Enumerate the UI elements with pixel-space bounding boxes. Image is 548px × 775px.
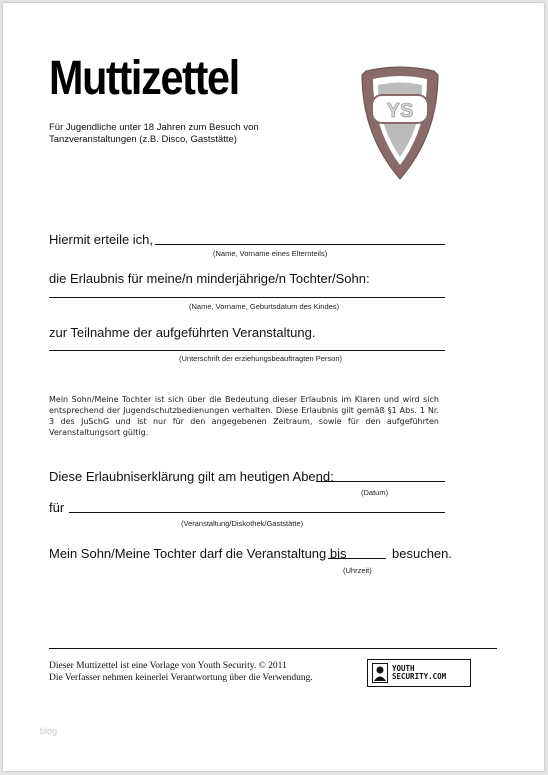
time-suffix-label: besuchen. — [392, 546, 452, 561]
document-page — [3, 3, 544, 771]
time-label: Mein Sohn/Meine Tochter darf die Veranstaltung bis — [49, 546, 347, 561]
permission-label: die Erlaubnis für meine/n minderjährige/n Tochter/Sohn: — [49, 271, 370, 286]
date-field[interactable] — [316, 481, 445, 482]
page-title: Muttizettel — [49, 52, 239, 105]
footer-line-1: Dieser Muttizettel ist eine Vorlage von Youth Security. © 2011 — [49, 661, 287, 671]
footer-notice — [49, 660, 349, 684]
watermark: blog — [40, 726, 58, 736]
shield-logo-icon — [358, 65, 442, 183]
venue-field[interactable] — [69, 512, 445, 513]
venue-label: für — [49, 500, 65, 515]
participation-label: zur Teilnahme der aufgeführten Veranstaltung. — [49, 325, 316, 340]
subtitle: Für Jugendliche unter 18 Jahren zum Besuch von Tanzveranstaltungen (z.B. Disco, Gaststätte) — [49, 122, 259, 145]
parent-name-caption: (Name, Vorname eines Elternteils) — [213, 249, 328, 258]
signature-caption: (Unterschrift der erziehungsbeauftragten Person) — [179, 354, 343, 363]
parent-name-label: Hiermit erteile ich, — [49, 232, 154, 247]
time-caption: (Uhrzeit) — [343, 566, 372, 575]
date-caption: (Datum) — [361, 488, 389, 497]
venue-caption: (Veranstaltung/Diskothek/Gaststätte) — [181, 519, 304, 528]
logo-text-line-1: YOUTH — [392, 664, 415, 673]
logo-text-line-2: SECURITY.COM — [392, 672, 447, 681]
person-badge-icon — [372, 663, 388, 683]
consent-paragraph: Mein Sohn/Meine Tochter ist sich über die Bedeutung dieser Erlaubnis im Klaren und wird sich entsprechend der Jugendschutzbedienungen verhalten. Diese Erlaubnis gilt gemäß §1 Abs. 1 Nr. 3 des JuSchG und ist nur für den angegebenen Zeitraum, sowie für den aufgeführten Veranstaltungsort gültig. — [49, 395, 439, 437]
signature-field[interactable] — [49, 350, 445, 351]
footer-line-2: Die Verfasser nehmen keinerlei Verantwortung über die Verwendung. — [49, 673, 313, 683]
child-name-field[interactable] — [49, 297, 445, 298]
youthsecurity-logo — [367, 659, 471, 687]
date-label: Diese Erlaubniserklärung gilt am heutigen Abend: — [49, 469, 334, 484]
time-field[interactable] — [328, 558, 386, 559]
parent-name-field[interactable] — [155, 244, 445, 245]
shield-letters: YS — [386, 100, 414, 122]
child-name-caption: (Name, Vorname, Geburtsdatum des Kindes) — [189, 302, 340, 311]
logo-text — [392, 665, 446, 681]
footer-divider — [49, 648, 497, 649]
